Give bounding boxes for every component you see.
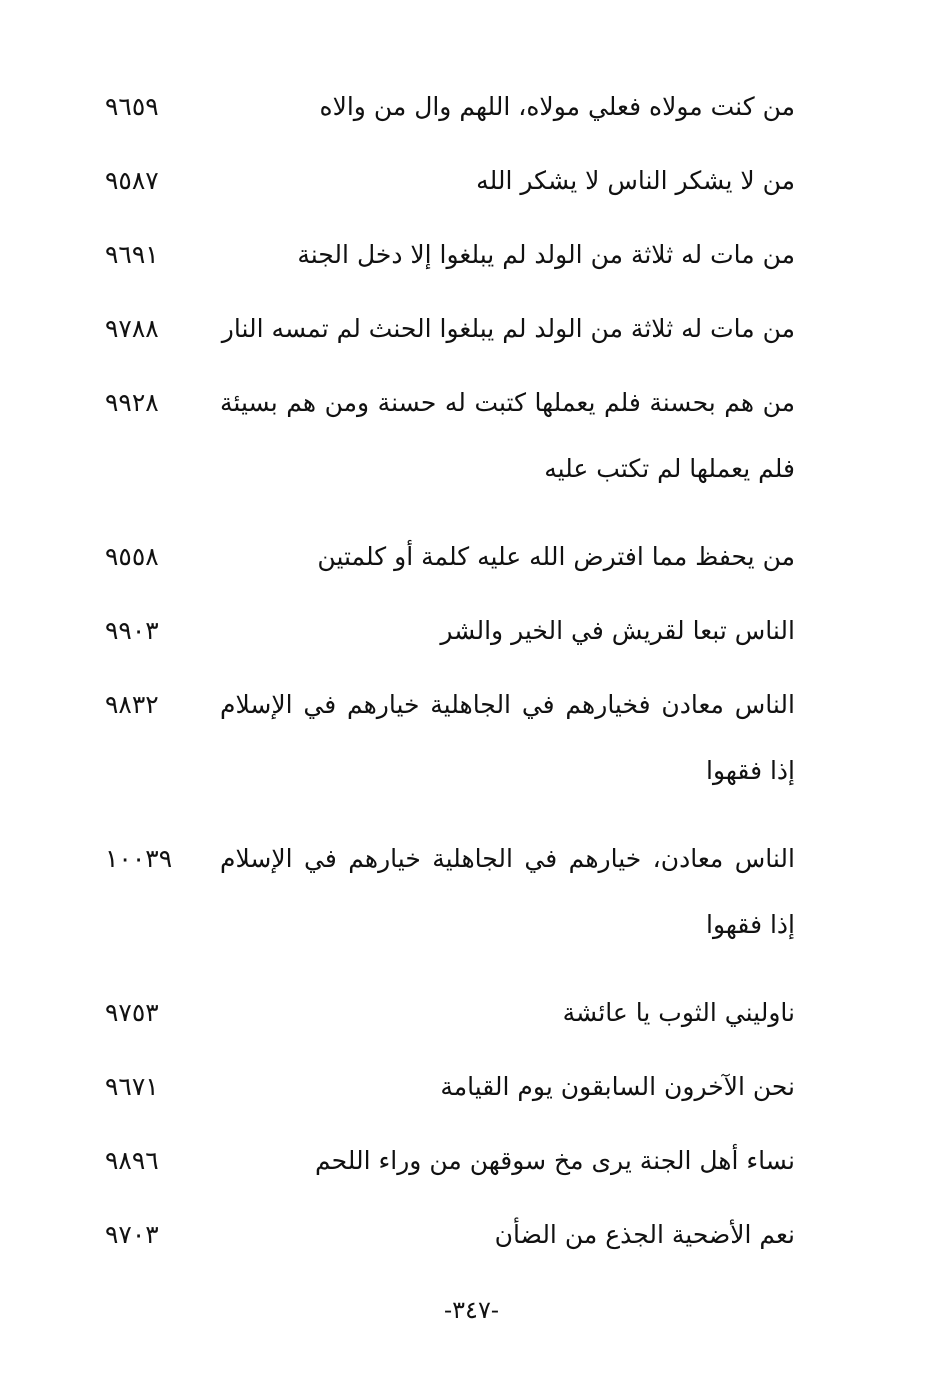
entry-number: ٩٦٧١: [105, 1072, 159, 1101]
entry-text: من يحفظ مما افترض الله عليه كلمة أو كلمتين: [317, 542, 795, 571]
entry-text: الناس تبعا لقريش في الخير والشر: [440, 616, 795, 645]
entry-text: من هم بحسنة فلم يعملها كتبت له حسنة ومن هم بسيئة فلم يعملها لم تكتب عليه: [220, 388, 795, 483]
entry-number: ١٠٠٣٩: [105, 844, 173, 873]
entry-number: ٩٩٢٨: [105, 388, 159, 417]
entry-text: نساء أهل الجنة يرى مخ سوقهن من وراء اللحم: [314, 1146, 795, 1175]
entry-text: نعم الأضحية الجذع من الضأن: [494, 1220, 795, 1249]
entry-number: ٩٦٩١: [105, 240, 159, 269]
list-item: [105, 162, 795, 200]
page-number: -٣٤٧-: [444, 1296, 499, 1324]
entry-text: من كنت مولاه فعلي مولاه، اللهم وال من والاه: [319, 92, 795, 121]
list-item: [105, 1216, 795, 1254]
list-item: [105, 686, 795, 804]
entry-number: ٩٥٨٧: [105, 166, 159, 195]
entry-text: من مات له ثلاثة من الولد لم يبلغوا الحنث لم تمسه النار: [221, 314, 795, 343]
entry-text: ناوليني الثوب يا عائشة: [562, 998, 795, 1027]
entry-text: من لا يشكر الناس لا يشكر الله: [476, 166, 795, 195]
list-item: [105, 384, 795, 502]
entry-text: الناس معادن، خيارهم في الجاهلية خيارهم في الإسلام إذا فقهوا: [220, 844, 795, 939]
list-item: [105, 538, 795, 576]
entry-number: ٩٨٣٢: [105, 690, 159, 719]
list-item: [105, 840, 795, 958]
entry-number: ٩٧٨٨: [105, 314, 159, 343]
entry-number: ٩٥٥٨: [105, 542, 159, 571]
entry-number: ٩٧٥٣: [105, 998, 159, 1027]
entry-number: ٩٩٠٣: [105, 616, 159, 645]
list-item: [105, 310, 795, 348]
entry-number: ٩٦٥٩: [105, 92, 159, 121]
entry-text: نحن الآخرون السابقون يوم القيامة: [440, 1072, 795, 1101]
list-item: [105, 1142, 795, 1180]
entry-number: ٩٨٩٦: [105, 1146, 159, 1175]
list-item: [105, 994, 795, 1032]
entry-number: ٩٧٠٣: [105, 1220, 159, 1249]
list-item: [105, 1068, 795, 1106]
list-item: [105, 612, 795, 650]
entry-text: الناس معادن فخيارهم في الجاهلية خيارهم في الإسلام إذا فقهوا: [220, 690, 795, 785]
entry-text: من مات له ثلاثة من الولد لم يبلغوا إلا دخل الجنة: [297, 240, 795, 269]
list-item: [105, 88, 795, 126]
hadith-index-list: [105, 88, 795, 1290]
list-item: [105, 236, 795, 274]
